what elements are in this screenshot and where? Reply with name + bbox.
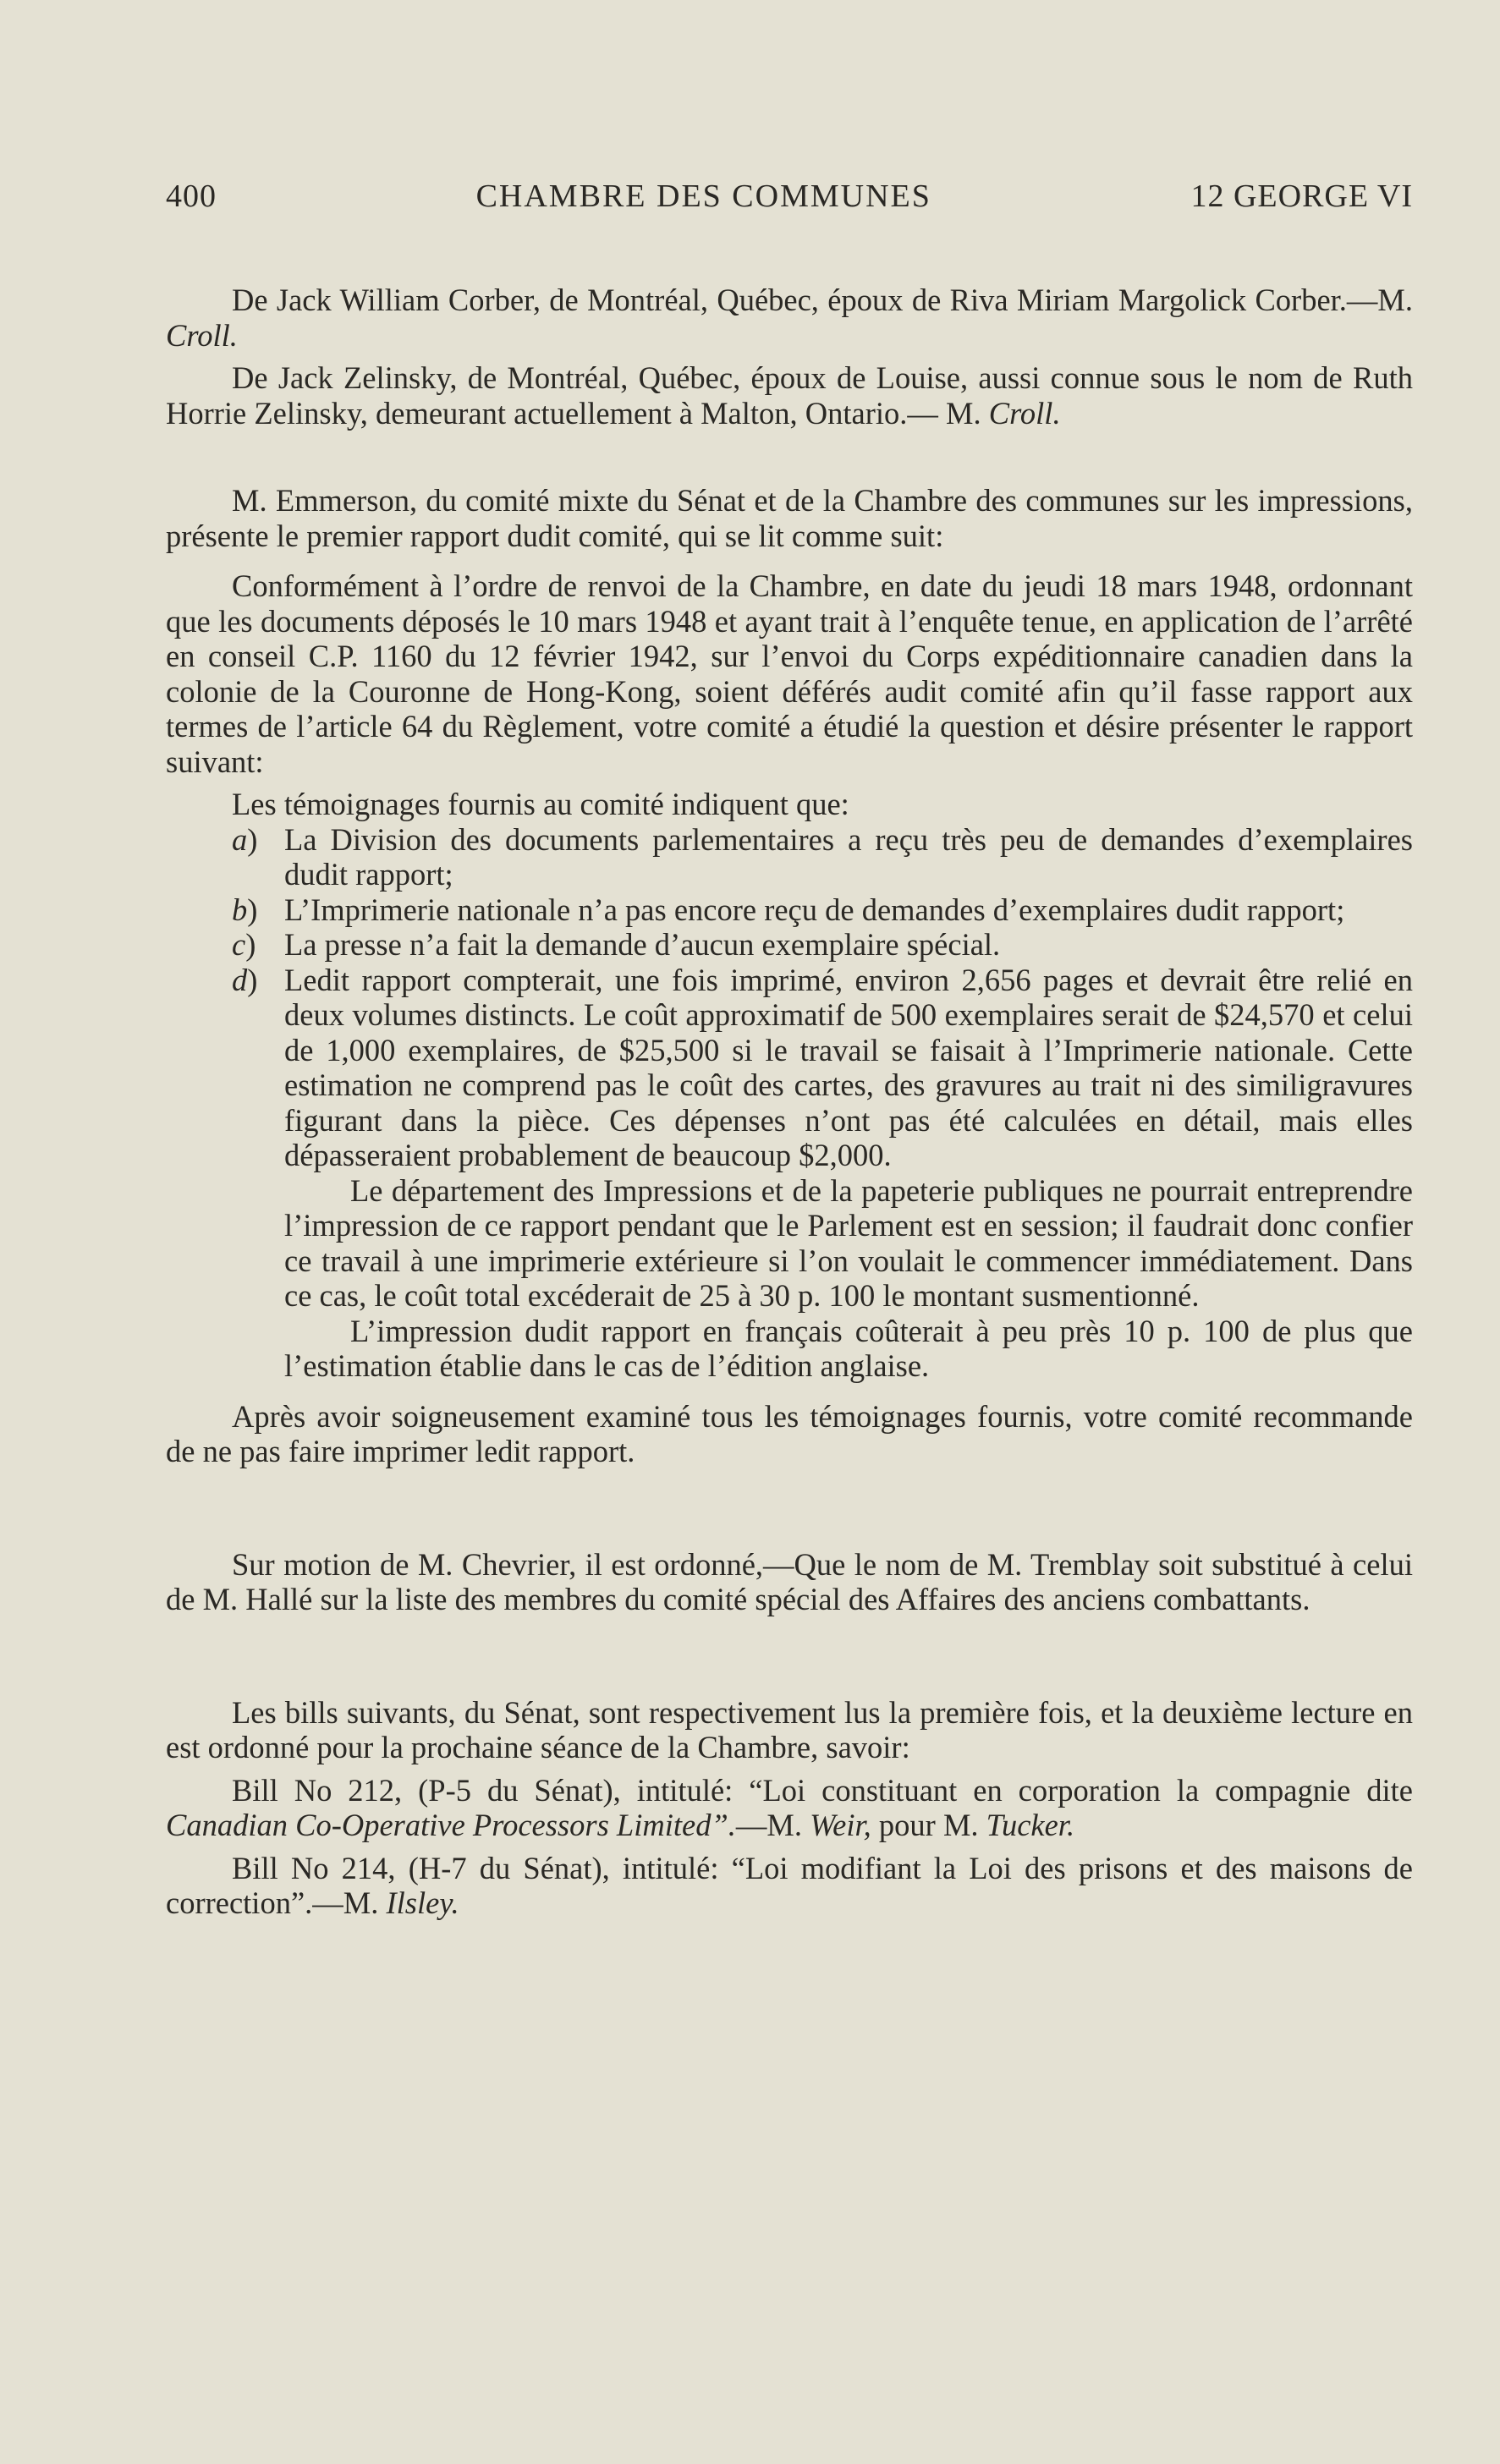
letter-text: d: [232, 962, 248, 997]
list-item-a: [232, 822, 1413, 892]
member-name: Weir,: [810, 1808, 871, 1842]
list-body: [284, 822, 1413, 892]
bill-text: Bill No 212, (P-5 du Sénat), intitulé: “Loi constituant en corporation la compagnie dite: [232, 1772, 1413, 1808]
list-body: [284, 892, 1413, 928]
petition-text: De Jack Zelinsky, de Montréal, Québec, époux de Louise, aussi connue sous le nom de Ruth Horrie Zelinsky, demeurant actuellement à Malton, Ontario.— M.: [166, 360, 1413, 431]
list-letter: d): [232, 962, 258, 997]
list-paragraph: L’Imprimerie nationale n’a pas encore reçu de demandes d’exemplaires dudit rapport;: [284, 892, 1345, 927]
list-paragraph: Le département des Impressions et de la papeterie publiques ne pourrait entreprendre l’impression de ce rapport pendant que le Parlement est en session; il faudrait donc confier ce travail à une imprimerie extérieure si l’on voulait le commencer immédiatement. Dans ce cas, le coût total excéderait de 25 à 30 p. 100 le montant susmentionné.: [284, 1172, 1413, 1313]
petition-text: De Jack William Corber, de Montréal, Québec, époux de Riva Miriam Margolick Corber.—M.: [232, 283, 1413, 317]
bill-for: pour M.: [871, 1808, 986, 1842]
bill-text: Bill No 214, (H-7 du Sénat), intitulé: “Loi modifiant la Loi des prisons et des maisons de correction”.—M.: [166, 1850, 1413, 1920]
list-paragraph: La presse n’a fait la demande d’aucun exemplaire spécial.: [284, 927, 1001, 962]
member-name: Tucker.: [986, 1808, 1075, 1842]
petition-corber: [166, 283, 1413, 353]
page-header: [166, 178, 1413, 215]
list-letter: a): [232, 821, 258, 857]
letter-text: a: [232, 821, 248, 857]
list-body: [284, 963, 1413, 1384]
report-recommendation: Après avoir soigneusement examiné tous les témoignages fournis, votre comité recommande de ne pas faire imprimer ledit rapport.: [166, 1398, 1413, 1468]
list-paragraph: L’impression dudit rapport en français coûterait à peu près 10 p. 100 de plus que l’estimation établie dans le cas de l’édition anglaise.: [284, 1313, 1413, 1383]
motion-paragraph: Sur motion de M. Chevrier, il est ordonné,—Que le nom de M. Tremblay soit substitué à celui de M. Hallé sur la liste des membres du comité spécial des Affaires des anciens combattants.: [166, 1546, 1413, 1616]
member-name: Ilsley.: [386, 1885, 459, 1920]
bill-sep: —M.: [735, 1808, 810, 1842]
list-letter: c): [232, 927, 256, 962]
list-body: [284, 927, 1413, 963]
list-letter: b): [232, 892, 258, 927]
list-paragraph: La Division des documents parlementaires a reçu très peu de demandes d’exemplaires dudit rapport;: [284, 821, 1413, 892]
journal-page: [166, 178, 1413, 1921]
bill-214: [166, 1851, 1413, 1921]
list-item-b: [232, 892, 1413, 928]
list-item-c: [232, 927, 1413, 963]
report-intro: M. Emmerson, du comité mixte du Sénat et de la Chambre des communes sur les impressions, présente le premier rapport dudit comité, qui se lit comme suit:: [166, 483, 1413, 553]
bill-212: [166, 1773, 1413, 1843]
petition-zelinsky: [166, 360, 1413, 431]
running-title: CHAMBRE DES COMMUNES: [475, 178, 931, 214]
company-name: Canadian Co-Operative Processors Limited”.: [166, 1808, 736, 1842]
letter-text: c: [232, 927, 246, 962]
member-name: Croll.: [166, 317, 238, 353]
evidence-intro: Les témoignages fournis au comité indiquent que:: [232, 787, 849, 821]
session-label: 12 GEORGE VI: [1190, 178, 1413, 214]
letter-text: b: [232, 892, 248, 927]
member-name: Croll.: [988, 395, 1061, 431]
report-reference: Conformément à l’ordre de renvoi de la Chambre, en date du jeudi 18 mars 1948, ordonnant que les documents déposés le 10 mars 1948 et ayant trait à l’enquête tenue, en application de l’arrêté en conseil C.P. 1160 du 12 février 1942, sur l’envoi du Corps expéditionnaire canadien dans la colonie de la Couronne de Hong-Kong, soient déférés audit comité afin qu’il fasse rapport aux termes de l’article 64 du Règlement, votre comité a étudié la question et désire présenter le rapport suivant:: [166, 568, 1413, 779]
bills-intro: Les bills suivants, du Sénat, sont respectivement lus la première fois, et la deuxième lecture en est ordonné pour la prochaine séance de la Chambre, savoir:: [166, 1694, 1413, 1764]
list-paragraph: Ledit rapport compterait, une fois imprimé, environ 2,656 pages et devrait être relié en deux volumes distincts. Le coût approximatif de 500 exemplaires serait de $24,570 et celui de 1,000 exemplaires, de $25,500 si le travail se faisait à l’Imprimerie nationale. Cette estimation ne comprend pas le coût des cartes, des gravures au trait ni des similigravures figurant dans la pièce. Ces dépenses n’ont pas été calculées en détail, mais elles dépasseraient probablement de beaucoup $2,000.: [284, 962, 1413, 1172]
page-number: 400: [166, 178, 217, 214]
list-item-d: [232, 963, 1413, 1384]
